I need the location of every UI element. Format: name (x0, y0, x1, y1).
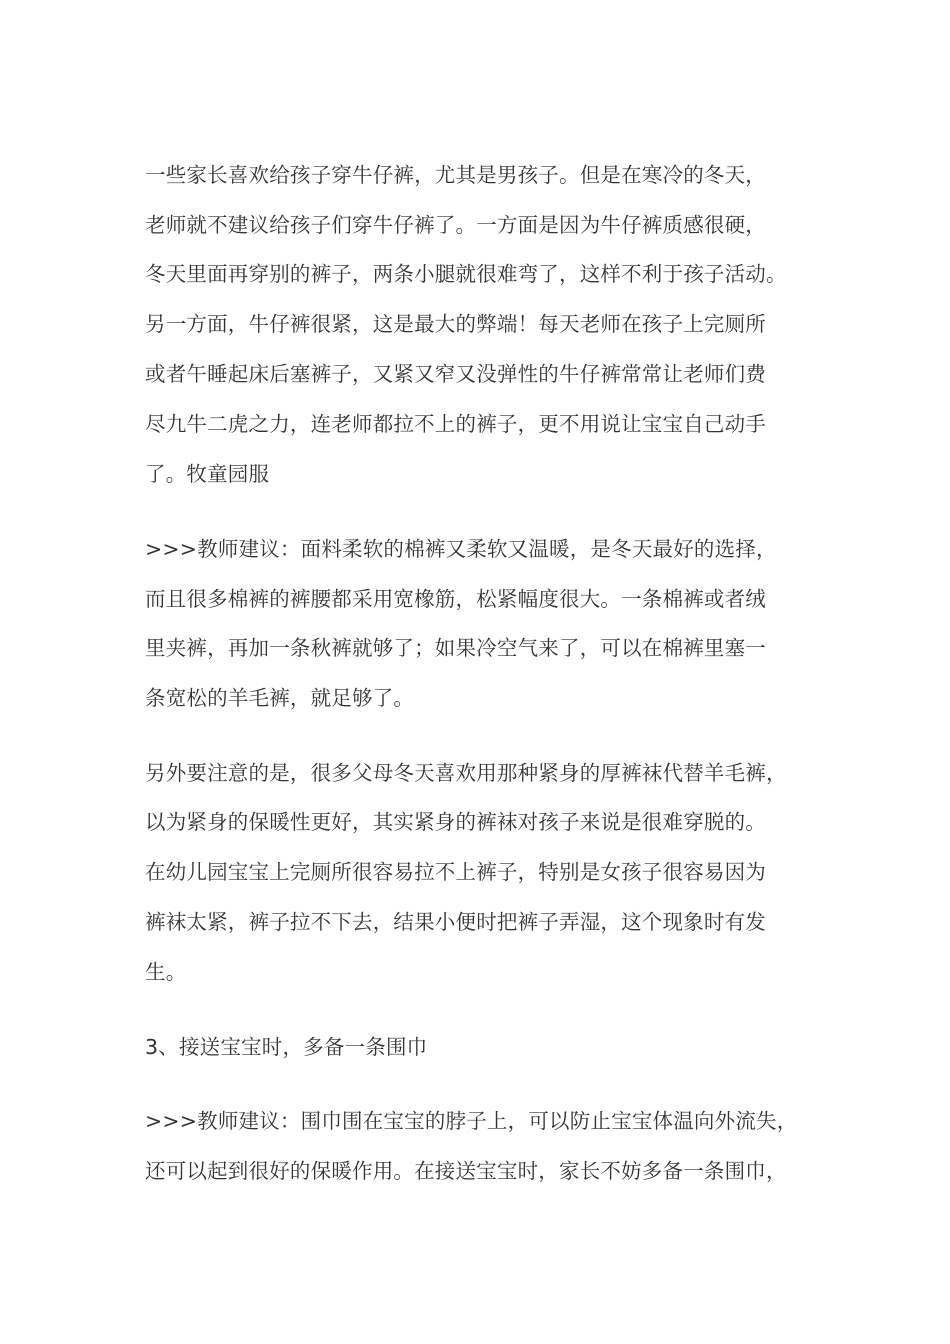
text-line: 条宽松的羊毛裤，就足够了。 (145, 686, 415, 710)
text-line: 而且很多棉裤的裤腰都采用宽橡筋，松紧幅度很大。一条棉裤或者绒 (145, 587, 766, 611)
text-line: 里夹裤，再加一条秋裤就够了；如果冷空气来了，可以在棉裤里塞一 (145, 636, 766, 660)
section-heading: 3、接送宝宝时，多备一条围巾 (145, 1035, 428, 1059)
text-line: 尽九牛二虎之力，连老师都拉不上的裤子，更不用说让宝宝自己动手 (145, 412, 766, 436)
text-line: 了。牧童园服 (145, 462, 270, 486)
text-line: 生。 (145, 960, 187, 984)
text-line: 老师就不建议给孩子们穿牛仔裤了。一方面是因为牛仔裤质感很硬， (145, 213, 766, 237)
text-line: 以为紧身的保暖性更好，其实紧身的裤袜对孩子来说是很难穿脱的。 (145, 810, 766, 834)
text-line: >>>教师建议：围巾围在宝宝的脖子上，可以防止宝宝体温向外流失， (145, 1109, 798, 1133)
text-line: 裤袜太紧，裤子拉不下去，结果小便时把裤子弄湿，这个现象时有发 (145, 910, 766, 934)
text-line: 一些家长喜欢给孩子穿牛仔裤，尤其是男孩子。但是在寒冷的冬天， (145, 163, 766, 187)
text-line: 或者午睡起床后塞裤子，又紧又窄又没弹性的牛仔裤常常让老师们费 (145, 362, 766, 386)
text-line: 另外要注意的是，很多父母冬天喜欢用那种紧身的厚裤袜代替羊毛裤， (145, 761, 787, 785)
text-line: >>>教师建议：面料柔软的棉裤又柔软又温暖，是冬天最好的选择， (145, 537, 777, 561)
text-line: 在幼儿园宝宝上完厕所很容易拉不上裤子，特别是女孩子很容易因为 (145, 860, 766, 884)
text-line: 另一方面，牛仔裤很紧，这是最大的弊端！每天老师在孩子上完厕所 (145, 312, 766, 336)
text-line: 冬天里面再穿别的裤子，两条小腿就很难弯了，这样不利于孩子活动。 (145, 262, 787, 286)
text-line: 还可以起到很好的保暖作用。在接送宝宝时，家长不妨多备一条围巾， (145, 1159, 787, 1183)
